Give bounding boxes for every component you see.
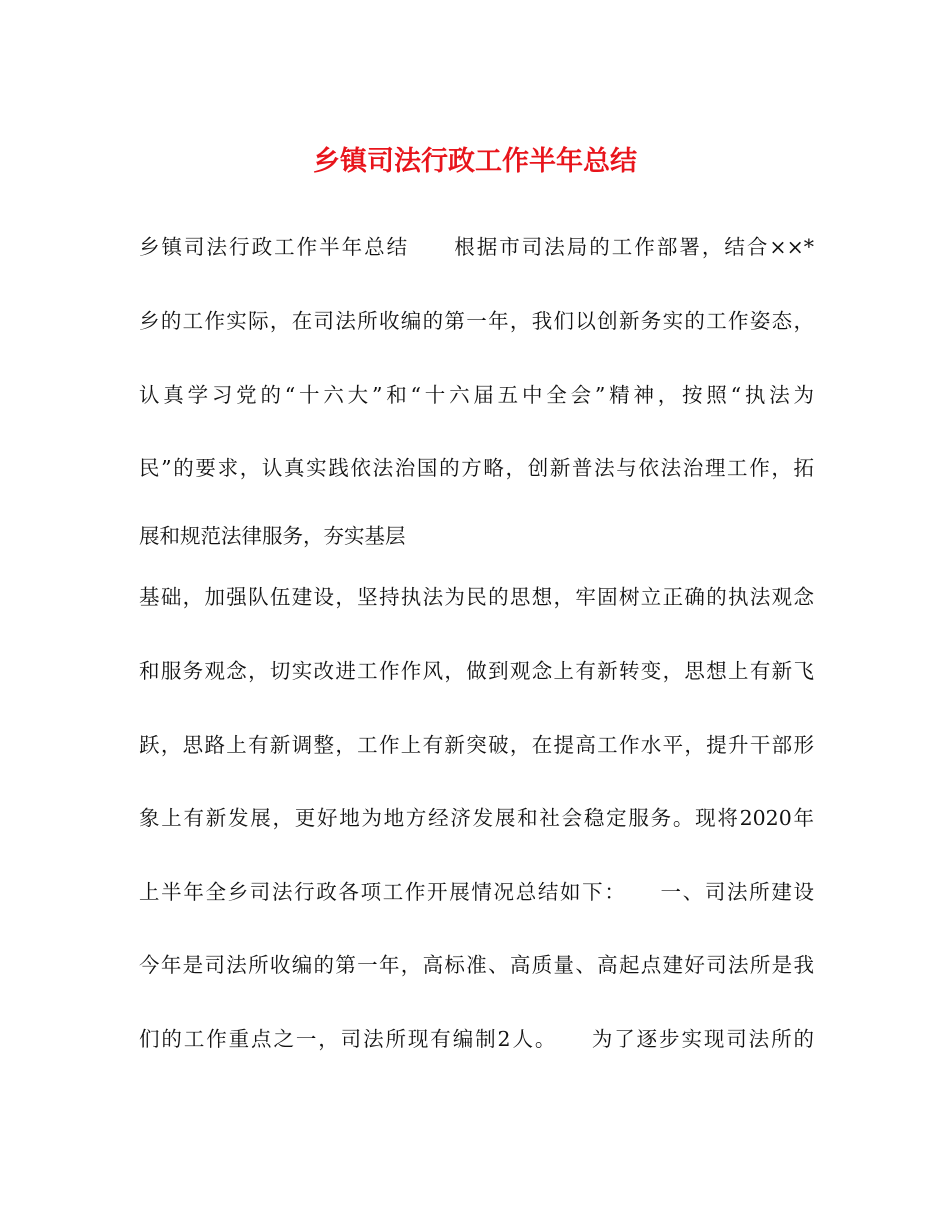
body-line-6: 基础，加强队伍建设，坚持执法为民的思想，牢固树立正确的执法观念	[139, 585, 814, 609]
body-line-12: 们的工作重点之一，司法所现有编制2人。 为了逐步实现司法所的	[139, 1027, 814, 1051]
body-line-1: 乡镇司法行政工作半年总结 根据市司法局的工作部署，结合××*	[139, 235, 814, 259]
body-line-8: 跃，思路上有新调整，工作上有新突破，在提高工作水平，提升干部形	[139, 733, 814, 757]
body-line-5: 展和规范法律服务，夯实基层	[139, 524, 406, 548]
body-line-7: 和服务观念，切实改进工作作风，做到观念上有新转变，思想上有新飞	[139, 659, 814, 683]
body-line-9: 象上有新发展，更好地为地方经济发展和社会稳定服务。现将2020年	[139, 806, 814, 830]
body-line-3: 认真学习党的“十六大”和“十六届五中全会”精神，按照“执法为	[139, 383, 814, 407]
body-line-2: 乡的工作实际，在司法所收编的第一年，我们以创新务实的工作姿态，	[139, 309, 814, 333]
document-title: 乡镇司法行政工作半年总结	[313, 146, 637, 177]
body-line-10: 上半年全乡司法行政各项工作开展情况总结如下： 一、司法所建设	[139, 880, 814, 904]
body-line-4: 民”的要求，认真实践依法治国的方略，创新普法与依法治理工作，拓	[139, 456, 814, 480]
body-line-11: 今年是司法所收编的第一年，高标准、高质量、高起点建好司法所是我	[139, 953, 814, 977]
